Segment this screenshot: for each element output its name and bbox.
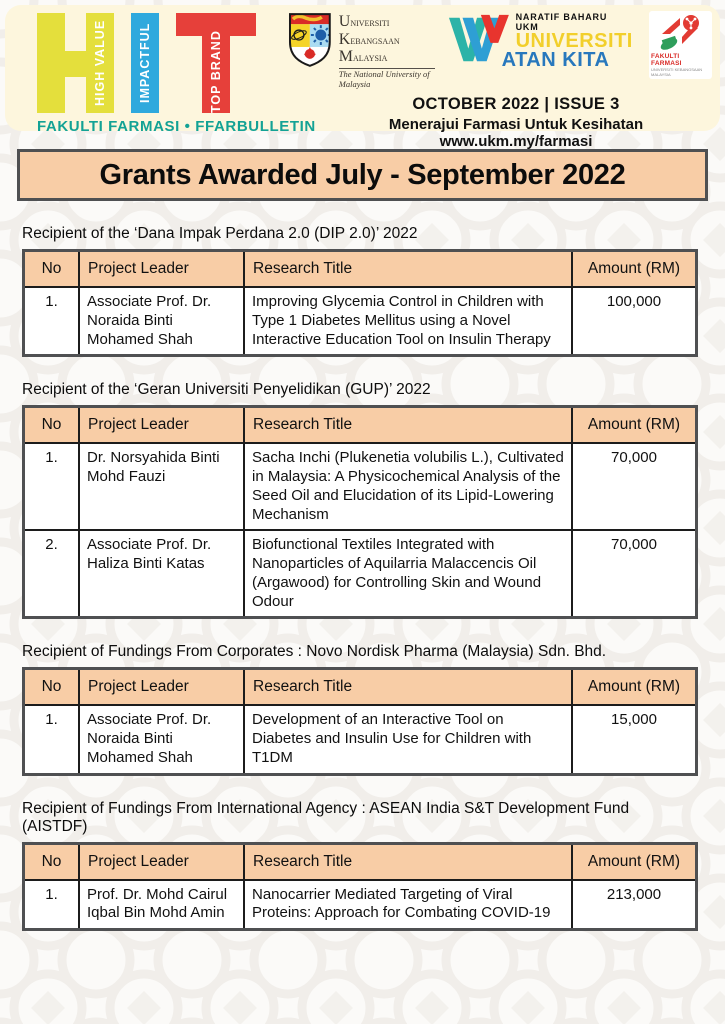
grants-table bbox=[22, 667, 698, 775]
motto-line: Menerajui Farmasi Untuk Kesihatan bbox=[388, 116, 644, 134]
farmasi-logo-sub: UNIVERSITI KEBANGSAAN MALAYSIA bbox=[651, 67, 703, 77]
ukm-name-line3: Malaysia bbox=[338, 48, 388, 66]
table-header-row bbox=[24, 251, 697, 288]
hit-letter-i bbox=[131, 13, 159, 113]
amount-cell: 213,000 bbox=[572, 880, 697, 930]
watan-naratif-text: NARATIF BAHARU UKM bbox=[515, 12, 608, 32]
section-label: Recipient of Fundings From Corporates : Novo Nordisk Pharma (Malaysia) Sdn. Bhd. bbox=[22, 643, 607, 661]
masthead bbox=[5, 5, 720, 151]
title-banner bbox=[17, 149, 708, 201]
page-title: Grants Awarded July - September 2022 bbox=[99, 158, 626, 191]
section-label: Recipient of the ‘Geran Universiti Penyelidikan (GUP)’ 2022 bbox=[22, 381, 431, 399]
grants-table bbox=[22, 249, 698, 357]
farmasi-f-icon bbox=[658, 14, 704, 52]
watan-kita-logo bbox=[448, 12, 633, 70]
issue-block bbox=[316, 95, 716, 150]
leader-cell: Dr. Norsyahida Binti Mohd Fauzi bbox=[79, 443, 244, 530]
column-header-research-title: Research Title bbox=[244, 843, 572, 880]
no-cell: 2. bbox=[24, 530, 80, 618]
section-label: Recipient of the ‘Dana Impak Perdana 2.0 (DIP 2.0)’ 2022 bbox=[22, 225, 418, 242]
hit-letter-h bbox=[37, 13, 114, 113]
no-cell: 1. bbox=[24, 443, 80, 530]
column-header-project-leader: Project Leader bbox=[79, 407, 244, 444]
amount-cell: 70,000 bbox=[572, 530, 697, 618]
column-header-research-title: Research Title bbox=[244, 251, 572, 288]
hit-letters bbox=[37, 13, 316, 113]
hit-caption-high-value: HIGH VALUE bbox=[93, 19, 107, 107]
no-cell: 1. bbox=[24, 705, 80, 774]
table-row bbox=[24, 705, 697, 774]
column-header-no: No bbox=[24, 251, 80, 288]
hit-letter-t bbox=[176, 13, 256, 113]
grant-section bbox=[22, 643, 698, 775]
ukm-crest-icon bbox=[288, 11, 332, 69]
column-header-no: No bbox=[24, 669, 80, 706]
column-header-amount: Amount (RM) bbox=[572, 669, 697, 706]
column-header-research-title: Research Title bbox=[244, 407, 572, 444]
table-row bbox=[24, 443, 697, 530]
title-cell: Development of an Interactive Tool on Diabetes and Insulin Use for Children with T1DM bbox=[244, 705, 572, 774]
watan-universiti-text: UNIVERSITI bbox=[515, 30, 633, 52]
table-header-row bbox=[24, 843, 697, 880]
grant-section bbox=[22, 800, 698, 932]
column-header-project-leader: Project Leader bbox=[79, 669, 244, 706]
watan-text-block bbox=[502, 12, 633, 70]
issue-line: OCTOBER 2022 | ISSUE 3 bbox=[412, 95, 620, 114]
title-cell: Biofunctional Textiles Integrated with Nanoparticles of Aquilarria Malaccencis Oil (Argawood) for Controlling Skin and Wound Odour bbox=[244, 530, 572, 618]
amount-cell: 70,000 bbox=[572, 443, 697, 530]
column-header-research-title: Research Title bbox=[244, 669, 572, 706]
grant-section bbox=[22, 381, 698, 619]
amount-cell: 100,000 bbox=[572, 287, 697, 356]
hit-caption-impactful: IMPACTFUL bbox=[138, 22, 152, 104]
leader-cell: Associate Prof. Dr. Noraida Binti Mohamed Shah bbox=[79, 705, 244, 774]
title-cell: Nanocarrier Mediated Targeting of Viral Proteins: Approach for Combating COVID-19 bbox=[244, 880, 572, 930]
column-header-project-leader: Project Leader bbox=[79, 251, 244, 288]
column-header-no: No bbox=[24, 407, 80, 444]
website-text: www.ukm.my/farmasi bbox=[439, 133, 593, 151]
grant-sections bbox=[22, 225, 698, 931]
ukm-name-line1: Universiti bbox=[338, 13, 390, 30]
masthead-right bbox=[288, 11, 712, 150]
no-cell: 1. bbox=[24, 287, 80, 356]
table-row bbox=[24, 287, 697, 356]
leader-cell: Prof. Dr. Mohd Cairul Iqbal Bin Mohd Amin bbox=[79, 880, 244, 930]
amount-cell: 15,000 bbox=[572, 705, 697, 774]
watan-w-icon bbox=[448, 12, 510, 66]
farmasi-logo-label: FAKULTI FARMASI bbox=[651, 53, 682, 67]
logo-row bbox=[288, 11, 712, 89]
table-header-row bbox=[24, 407, 697, 444]
grants-table bbox=[22, 842, 698, 932]
leader-cell: Associate Prof. Dr. Haliza Binti Katas bbox=[79, 530, 244, 618]
title-cell: Improving Glycemia Control in Children with Type 1 Diabetes Mellitus using a Novel Interactive Education Tool on Insulin Therapy bbox=[244, 287, 572, 356]
column-header-project-leader: Project Leader bbox=[79, 843, 244, 880]
hit-caption-top-brand: TOP BRAND bbox=[209, 30, 223, 113]
leader-cell: Associate Prof. Dr. Noraida Binti Mohamed Shah bbox=[79, 287, 244, 356]
table-row bbox=[24, 880, 697, 930]
column-header-amount: Amount (RM) bbox=[572, 251, 697, 288]
table-header-row bbox=[24, 669, 697, 706]
no-cell: 1. bbox=[24, 880, 80, 930]
title-cell: Sacha Inchi (Plukenetia volubilis L.), Cultivated in Malaysia: A Physicochemical Analysis of the Seed Oil and Elucidation of its Lipid-Lowering Mechanism bbox=[244, 443, 572, 530]
ukm-name-line2: Kebangsaan bbox=[338, 30, 400, 48]
hit-logo bbox=[37, 13, 316, 135]
bulletin-tagline: FAKULTI FARMASI • FFARBULLETIN bbox=[37, 118, 316, 135]
column-header-amount: Amount (RM) bbox=[572, 843, 697, 880]
grant-section bbox=[22, 225, 698, 357]
watan-kita-text: ATAN KITA bbox=[501, 49, 610, 71]
section-label: Recipient of Fundings From International Agency : ASEAN India S&T Development Fund (AISTDF) bbox=[22, 799, 630, 835]
grants-table bbox=[22, 405, 698, 619]
ukm-subtitle: The National University of Malaysia bbox=[338, 68, 430, 89]
column-header-amount: Amount (RM) bbox=[572, 407, 697, 444]
fakulti-farmasi-logo bbox=[649, 11, 712, 79]
ukm-name-block bbox=[339, 13, 436, 89]
column-header-no: No bbox=[24, 843, 80, 880]
table-row bbox=[24, 530, 697, 618]
